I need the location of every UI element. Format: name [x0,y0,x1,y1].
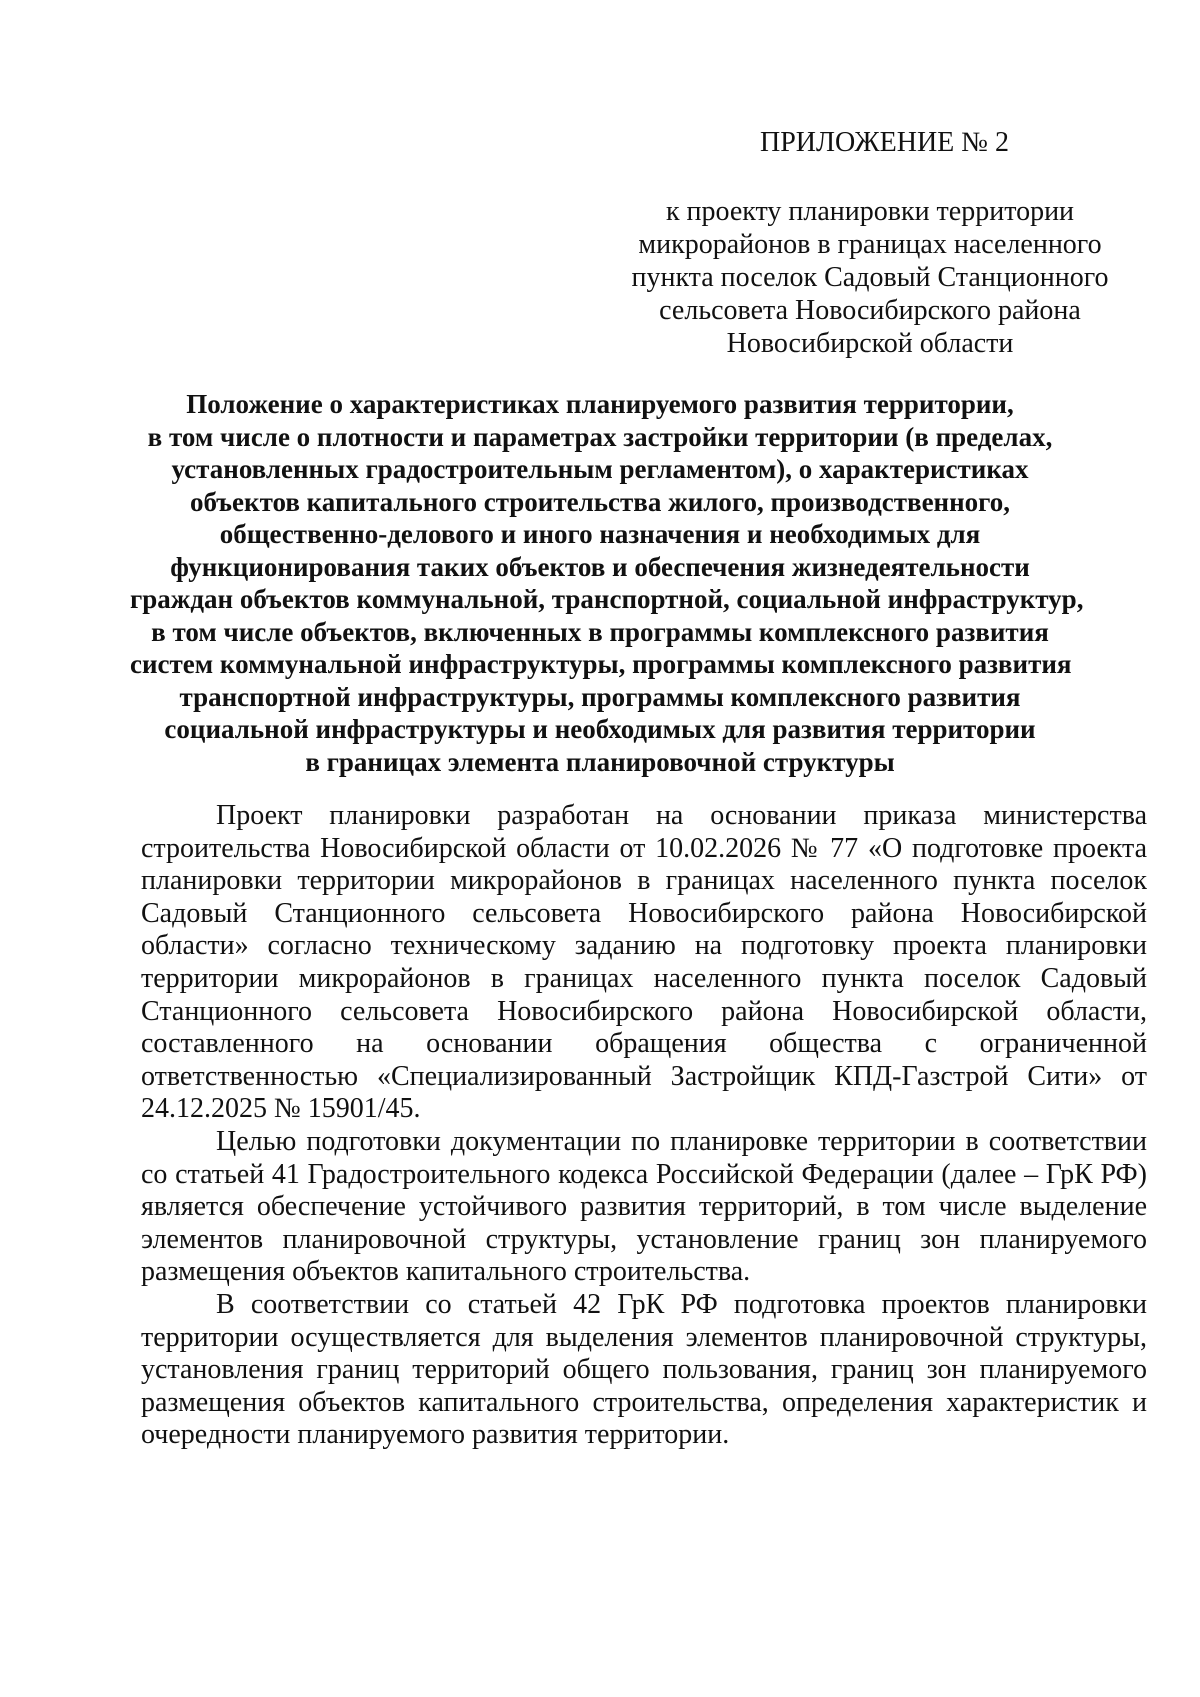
appendix-subtitle-line: к проекту планировки территории [665,196,1075,227]
appendix-subtitle [610,195,1130,360]
heading-line: общественно-делового и иного назначения и необходимых для [219,519,981,549]
heading-line: систем коммунальной инфраструктуры, программы комплексного развития [130,649,1072,679]
heading-line: социальной инфраструктуры и необходимых для развития территории [164,714,1036,744]
paragraph: Проект планировки разработан на основании приказа министерства строительства Новосибирской области от 10.02.2026 № 77 «О подготовке проекта планировки территории микрорайонов в границах населенного пункта поселок Садовый Станционного сельсовета Новосибирского района Новосибирской области» согласно техническому заданию на подготовку проекта планировки территории микрорайонов в границах населенного пункта поселок Садовый Станционного сельсовета Новосибирского района Новосибирской области, составленного на основании обращения общества с ограниченной ответственностью «Специализированный Застройщик КПД-Газстрой Сити» от 24.12.2025 № 15901/45. [141,800,1147,1125]
heading-line: в том числе о плотности и параметрах застройки территории (в пределах, [147,421,1053,452]
heading-line: граждан объектов коммунальной, транспортной, социальной инфраструктур, [130,584,1084,614]
appendix-subtitle-line: пункта поселок Садовый Станционного [631,262,1109,293]
heading-line: функционирования таких объектов и обеспечения жизнедеятельности [170,551,1030,582]
body-text [141,800,1147,1452]
appendix-subtitle-line: микрорайонов в границах населенного [638,229,1102,260]
document-heading [130,388,1084,778]
paragraph: В соответствии со статьей 42 ГрК РФ подготовка проектов планировки территории осуществляется для выделения элементов планировочной структуры, установления границ территорий общего пользования, границ зон планируемого размещения объектов капитального строительства, определения характеристик и очередности планируемого развития территории. [141,1288,1147,1451]
heading-line: транспортной инфраструктуры, программы комплексного развития [179,681,1021,712]
heading-line: в границах элемента планировочной структуры [305,746,895,777]
heading-line: установленных градостроительным регламентом), о характеристиках [171,454,1029,484]
heading-line: Положение о характеристиках планируемого развития территории, [186,389,1014,419]
paragraph: Целью подготовки документации по планировке территории в соответствии со статьей 41 Градостроительного кодекса Российской Федерации (далее – ГрК РФ) является обеспечение устойчивого развития территорий, в том числе выделение элементов планировочной структуры, установление границ зон планируемого размещения объектов капитального строительства. [141,1125,1147,1288]
appendix-subtitle-line: Новосибирской области [726,328,1014,359]
appendix-title: ПРИЛОЖЕНИЕ № 2 [760,127,1009,158]
heading-line: в том числе объектов, включенных в программы комплексного развития [151,616,1049,647]
heading-line: объектов капитального строительства жилого, производственного, [189,486,1011,517]
appendix-subtitle-line: сельсовета Новосибирского района [659,295,1081,326]
